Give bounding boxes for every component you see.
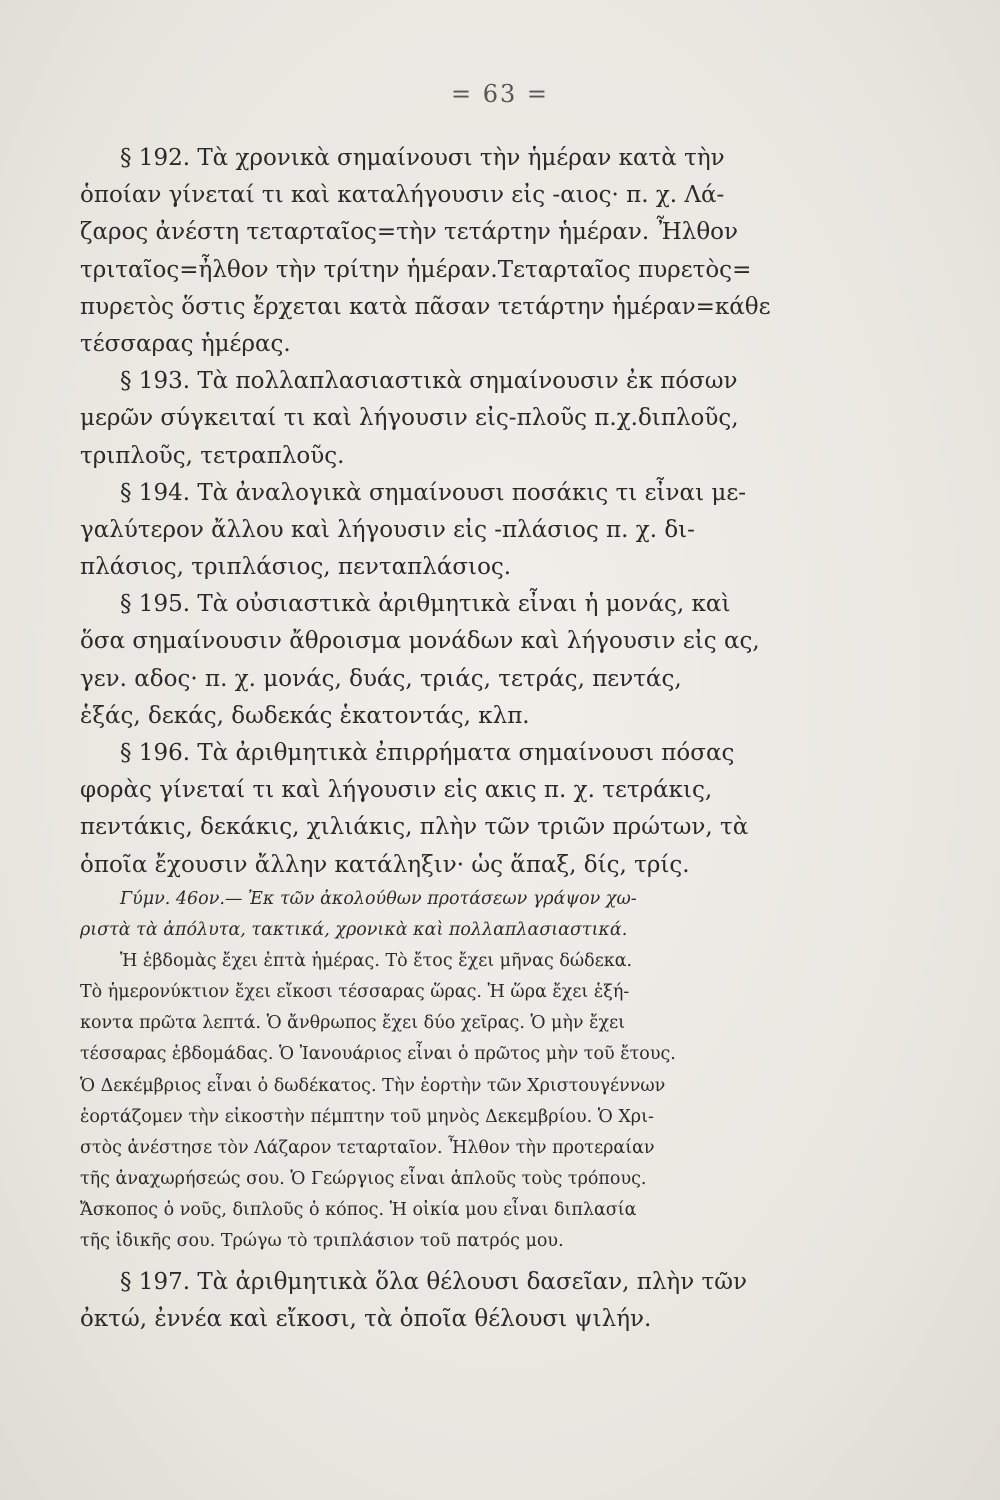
text-line: τέσσαρας ἑβδομάδας. Ὁ Ἰανουάριος εἶναι ὁ πρῶτος μὴν τοῦ ἔτους. — [80, 1044, 676, 1065]
text-line: φορὰς γίνεταί τι καὶ λήγουσιν εἰς ακις π. χ. τετράκις, — [80, 777, 713, 804]
text-line: γαλύτερον ἄλλου καὶ λήγουσιν εἰς -πλάσιος π. χ. δι- — [80, 516, 695, 543]
text-line: πλάσιος, τριπλάσιος, πενταπλάσιος. — [80, 554, 512, 581]
text-line: Ἡ ἑβδομὰς ἔχει ἑπτὰ ἡμέρας. Τὸ ἔτος ἔχει μῆνας δώδεκα. — [120, 950, 633, 971]
text-line: ριστὰ τὰ ἀπόλυτα, τακτικά, χρονικὰ καὶ πολλαπλασιαστικά. — [80, 919, 628, 940]
page-text — [80, 140, 825, 1338]
text-line: § 194. Τὰ ἀναλογικὰ σημαίνουσι ποσάκις τι εἶναι με- — [120, 479, 747, 506]
text-line: ὁποῖα ἔχουσιν ἄλλην κατάληξιν· ὡς ἅπαξ, δίς, τρίς. — [80, 851, 690, 878]
text-line: ζαρος ἀνέστη τεταρταῖος=τὴν τετάρτην ἡμέραν. Ἦλθον — [80, 219, 739, 246]
section-192 — [80, 140, 825, 363]
text-line: § 192. Τὰ χρονικὰ σημαίνουσι τὴν ἡμέραν κατὰ τὴν — [120, 145, 725, 171]
text-line: ὅσα σημαίνουσιν ἄθροισμα μονάδων καὶ λήγουσιν εἰς ας, — [80, 628, 760, 655]
text-line: τῆς ἀναχωρήσεώς σου. Ὁ Γεώργιος εἶναι ἁπλοῦς τοὺς τρόπους. — [80, 1169, 647, 1190]
section-195 — [80, 586, 825, 735]
section-196 — [80, 735, 825, 884]
text-line: § 195. Τὰ οὐσιαστικὰ ἀριθμητικὰ εἶναι ἡ μονάς, καὶ — [120, 591, 731, 618]
text-line: Ὁ Δεκέμβριος εἶναι ὁ δωδέκατος. Τὴν ἑορτὴν τῶν Χριστουγέννων — [80, 1075, 666, 1096]
text-line: τριπλοῦς, τετραπλοῦς. — [80, 442, 345, 469]
text-line: τριταῖος=ἦλθον τὴν τρίτην ἡμέραν.Τεταρταῖος πυρετὸς= — [80, 256, 752, 283]
text-line: στὸς ἀνέστησε τὸν Λάζαρον τεταρταῖον. Ἦλθον τὴν προτεραίαν — [80, 1137, 655, 1158]
text-line: § 196. Τὰ ἀριθμητικὰ ἐπιρρήματα σημαίνουσι πόσας — [120, 740, 735, 766]
text-line: ὀκτώ, ἐννέα καὶ εἴκοσι, τὰ ὁποῖα θέλουσι ψιλήν. — [80, 1305, 652, 1332]
exercise-heading — [80, 884, 825, 946]
text-line: γεν. αδος· π. χ. μονάς, δυάς, τριάς, τετράς, πεντάς, — [80, 665, 682, 692]
section-194 — [80, 475, 825, 587]
text-line: τῆς ἰδικῆς σου. Τρώγω τὸ τριπλάσιον τοῦ πατρός μου. — [80, 1231, 564, 1252]
text-line: πεντάκις, δεκάκις, χιλιάκις, πλὴν τῶν τριῶν πρώτων, τὰ — [80, 814, 749, 841]
text-line: § 193. Τὰ πολλαπλασιαστικὰ σημαίνουσιν ἐκ πόσων — [120, 368, 738, 395]
text-line: Γύμν. 46ον.— Ἐκ τῶν ἀκολούθων προτάσεων γράψον χω- — [120, 888, 637, 909]
page-number: = 63 = — [450, 80, 549, 108]
text-line: μερῶν σύγκειταί τι καὶ λήγουσιν εἰς-πλοῦς π.χ.διπλοῦς, — [80, 405, 739, 432]
text-line: ἑξάς, δεκάς, δωδεκάς ἑκατοντάς, κλπ. — [80, 702, 530, 729]
text-line: § 197. Τὰ ἀριθμητικὰ ὅλα θέλουσι δασεῖαν, πλὴν τῶν — [120, 1268, 747, 1295]
text-line: Ἄσκοπος ὁ νοῦς, διπλοῦς ὁ κόπος. Ἡ οἰκία μου εἶναι διπλασία — [80, 1200, 637, 1221]
section-197 — [80, 1264, 825, 1338]
text-line: ὁποίαν γίνεταί τι καὶ καταλήγουσιν εἰς -αιος· π. χ. Λά- — [80, 182, 725, 209]
text-line: ἑορτάζομεν τὴν εἰκοστὴν πέμπτην τοῦ μηνὸς Δεκεμβρίου. Ὁ Χρι- — [80, 1106, 654, 1127]
text-line: κοντα πρῶτα λεπτά. Ὁ ἄνθρωπος ἔχει δύο χεῖρας. Ὁ μὴν ἔχει — [80, 1013, 626, 1034]
text-line: τέσσαρας ἡμέρας. — [80, 330, 291, 357]
section-193 — [80, 363, 825, 475]
text-line: πυρετὸς ὅστις ἔρχεται κατὰ πᾶσαν τετάρτην ἡμέραν=κάθε — [80, 293, 771, 320]
text-line: Τὸ ἡμερονύκτιον ἔχει εἴκοσι τέσσαρας ὥρας. Ἡ ὥρα ἔχει ἑξή- — [80, 981, 630, 1002]
exercise-text — [80, 946, 825, 1258]
